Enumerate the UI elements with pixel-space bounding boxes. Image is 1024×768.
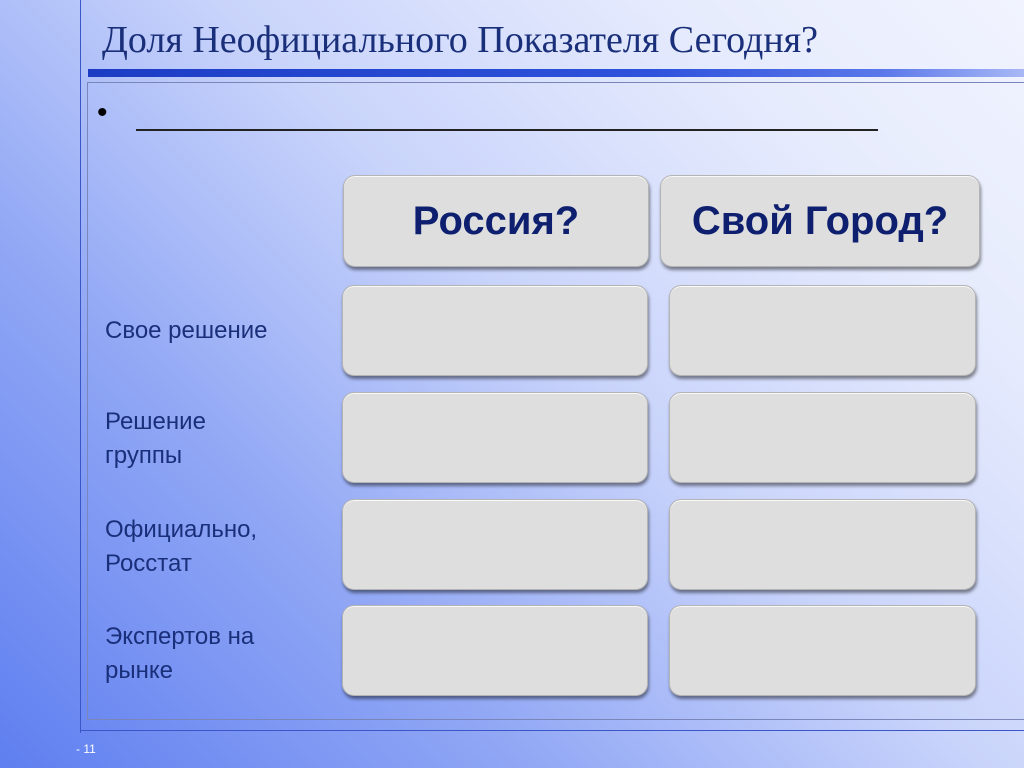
- bullet-marker: •: [97, 96, 108, 129]
- row-label-group-decision: Решение группы: [105, 408, 206, 469]
- row-label-own-decision: Свое решение: [105, 317, 268, 344]
- slide-title: Доля Неофициального Показателя Сегодня?: [102, 19, 819, 61]
- answer-cell-experts-russia[interactable]: [342, 605, 648, 696]
- blank-answer-line: [136, 129, 878, 131]
- answer-cell-official-city[interactable]: [669, 499, 976, 590]
- answer-cell-group-decision-russia[interactable]: [342, 392, 648, 483]
- column-header-own-city: Свой Город?: [660, 175, 980, 267]
- answer-cell-experts-city[interactable]: [669, 605, 976, 696]
- row-label-market-experts: Экспертов на рынке: [105, 623, 255, 684]
- title-underline-bar: [88, 69, 1024, 77]
- bottom-horizontal-rule: [80, 730, 1024, 731]
- left-vertical-rule: [80, 0, 81, 733]
- row-label-official-rosstat: Официально, Росстат: [105, 516, 258, 577]
- column-header-russia: Россия?: [343, 175, 649, 267]
- answer-cell-official-russia[interactable]: [342, 499, 648, 590]
- answer-cell-group-decision-city[interactable]: [669, 392, 976, 483]
- slide-number: - 11: [76, 742, 96, 756]
- answer-cell-own-decision-russia[interactable]: [342, 285, 648, 376]
- answer-cell-own-decision-city[interactable]: [669, 285, 976, 376]
